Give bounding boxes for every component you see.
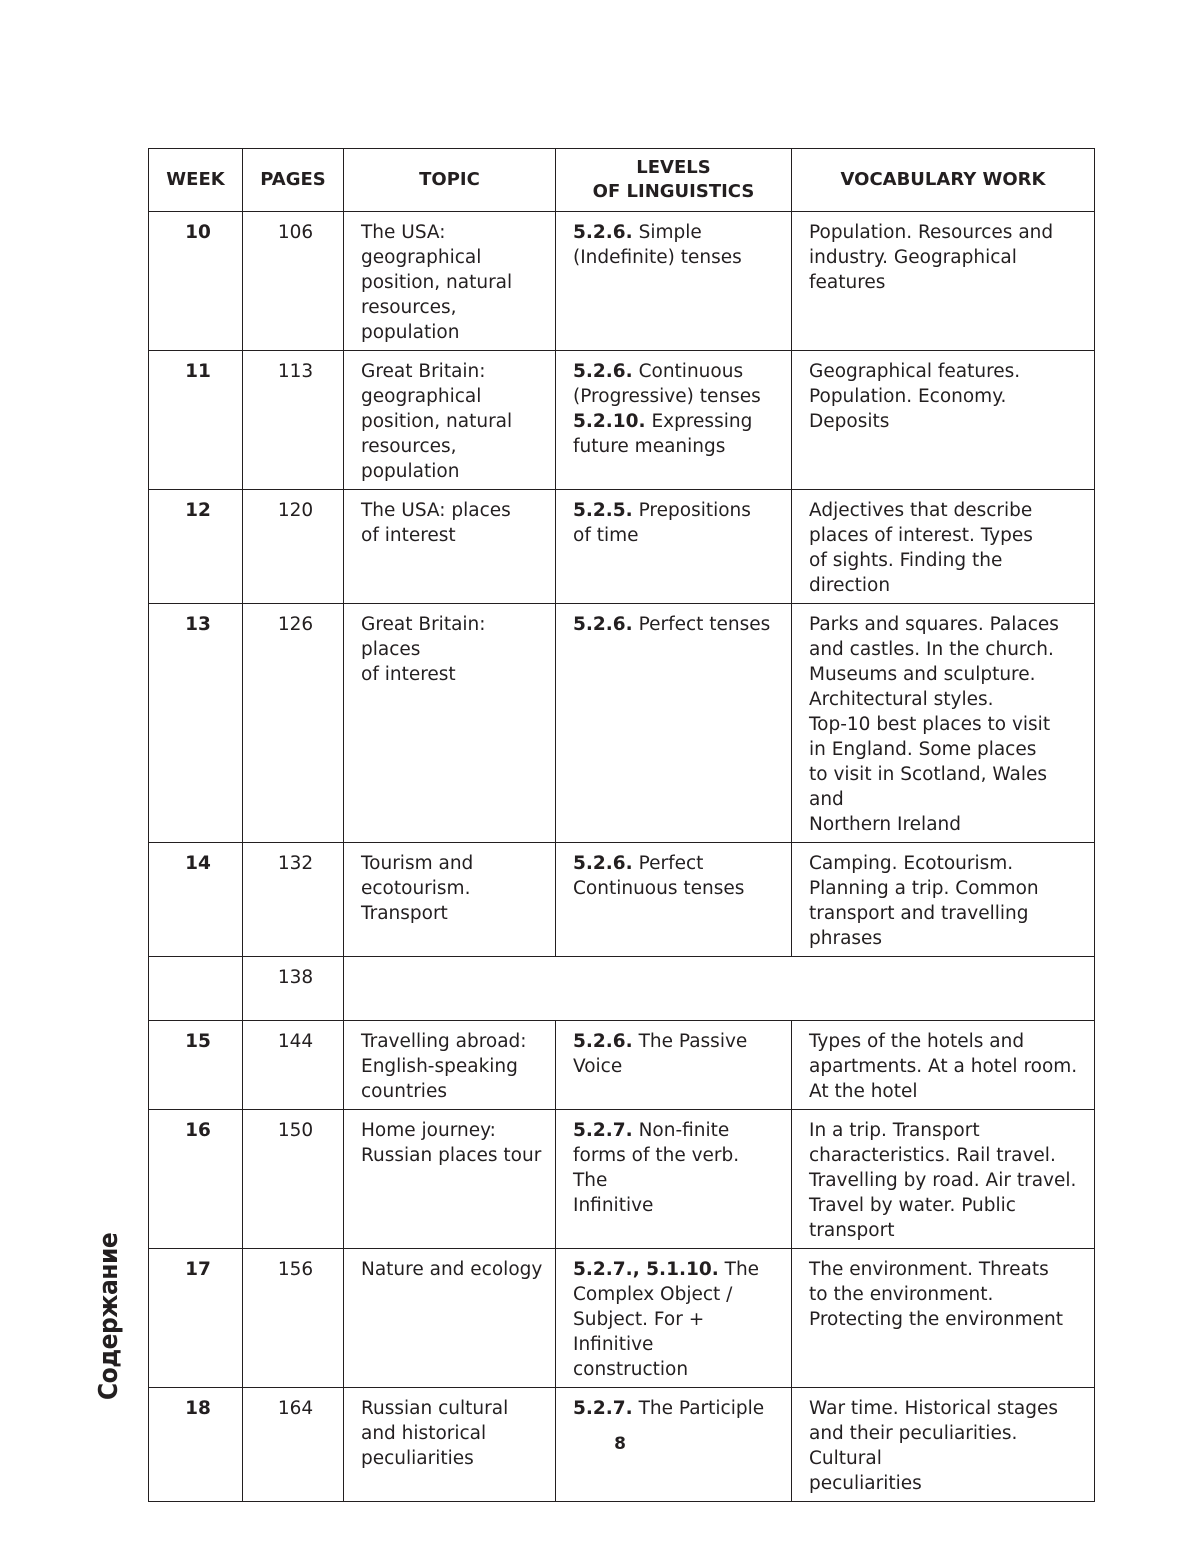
topic-line: Travelling abroad: xyxy=(361,1031,527,1052)
pages-cell: 106 xyxy=(243,212,344,351)
vocabulary-line: Northern Ireland xyxy=(809,814,961,835)
vocabulary-line: Types of the hotels and xyxy=(809,1031,1025,1052)
topic-line: Russian places tour xyxy=(361,1145,542,1166)
grammar-text: (Progressive) tenses xyxy=(573,386,761,407)
vocabulary-line: War time. Historical stages xyxy=(809,1398,1059,1419)
table-row xyxy=(149,1021,1095,1110)
levels-cell xyxy=(556,604,792,843)
grammar-text: Non-finite xyxy=(638,1120,730,1141)
grammar-text: Perfect tenses xyxy=(638,614,771,635)
topic-line: Transport xyxy=(361,903,448,924)
topic-line: population xyxy=(361,322,460,343)
pages-cell: 120 xyxy=(243,490,344,604)
topic-line: population xyxy=(361,461,460,482)
grammar-text: The Participle xyxy=(638,1398,765,1419)
header-levels xyxy=(556,149,792,212)
levels-line xyxy=(573,434,779,459)
levels-line xyxy=(573,1054,779,1079)
levels-line xyxy=(573,384,779,409)
header-vocabulary: VOCABULARY WORK xyxy=(792,149,1095,212)
levels-cell xyxy=(556,843,792,957)
week-cell xyxy=(149,957,243,1021)
grammar-text: future meanings xyxy=(573,436,726,457)
topic-line: resources, xyxy=(361,297,457,318)
levels-line xyxy=(573,523,779,548)
grammar-code: 5.2.7., 5.1.10. xyxy=(573,1259,719,1280)
levels-line xyxy=(573,876,779,901)
vocabulary-line: Camping. Ecotourism. xyxy=(809,853,1014,874)
topic-line: The USA: places xyxy=(361,500,511,521)
topic-line: position, natural xyxy=(361,411,513,432)
levels-line xyxy=(573,612,779,637)
grammar-code: 5.2.6. xyxy=(573,1031,633,1052)
topic-cell xyxy=(344,1249,556,1388)
levels-line xyxy=(573,498,779,523)
vocabulary-line: Museums and sculpture. xyxy=(809,664,1036,685)
topic-line: Nature and ecology xyxy=(361,1259,543,1280)
topic-line: The USA: xyxy=(361,222,446,243)
vocabulary-line: peculiarities xyxy=(809,1473,922,1494)
vocabulary-cell xyxy=(792,604,1095,843)
levels-line xyxy=(573,359,779,384)
vocabulary-line: to the environment. xyxy=(809,1284,994,1305)
header-pages: PAGES xyxy=(243,149,344,212)
vocabulary-cell xyxy=(792,351,1095,490)
grammar-text: construction xyxy=(573,1359,689,1380)
topic-cell xyxy=(344,351,556,490)
vocabulary-line: in England. Some places xyxy=(809,739,1037,760)
page-number: 8 xyxy=(614,1434,626,1454)
levels-line xyxy=(573,1396,779,1421)
grammar-code: 5.2.6. xyxy=(573,614,633,635)
grammar-text: Perfect xyxy=(638,853,704,874)
topic-line: and historical xyxy=(361,1423,487,1444)
topic-line: resources, xyxy=(361,436,457,457)
vocabulary-cell xyxy=(792,1021,1095,1110)
grammar-text: Voice xyxy=(573,1056,623,1077)
levels-line xyxy=(573,1143,779,1193)
vocabulary-line: Geographical features. xyxy=(809,361,1021,382)
vocabulary-line: Parks and squares. Palaces xyxy=(809,614,1059,635)
vocabulary-line: Population. Resources and xyxy=(809,222,1054,243)
vocabulary-line: transport and travelling xyxy=(809,903,1029,924)
pages-cell: 144 xyxy=(243,1021,344,1110)
vocabulary-cell xyxy=(792,1249,1095,1388)
vocabulary-line: to visit in Scotland, Wales and xyxy=(809,764,1047,810)
grammar-code: 5.2.6. xyxy=(573,361,633,382)
vocabulary-line: Adjectives that describe xyxy=(809,500,1033,521)
topic-line: geographical xyxy=(361,247,482,268)
vocabulary-cell xyxy=(792,490,1095,604)
levels-line xyxy=(573,1257,779,1282)
grammar-text: The Passive xyxy=(638,1031,748,1052)
vocabulary-line: Architectural styles. xyxy=(809,689,994,710)
week-cell: 13 xyxy=(149,604,243,843)
grammar-text: Prepositions xyxy=(638,500,751,521)
vocabulary-line: and castles. In the church. xyxy=(809,639,1054,660)
levels-cell xyxy=(556,1249,792,1388)
vocabulary-cell xyxy=(792,212,1095,351)
vocabulary-line: and their peculiarities. Cultural xyxy=(809,1423,1018,1469)
topic-cell xyxy=(344,1021,556,1110)
table-body xyxy=(149,212,1095,1502)
table-row xyxy=(149,957,1095,1021)
topic-line: position, natural xyxy=(361,272,513,293)
vocabulary-line: industry. Geographical xyxy=(809,247,1017,268)
table-row xyxy=(149,1249,1095,1388)
vocabulary-cell xyxy=(792,1110,1095,1249)
table-header-row xyxy=(149,149,1095,212)
vocabulary-line: phrases xyxy=(809,928,883,949)
topic-cell xyxy=(344,212,556,351)
grammar-text: Simple xyxy=(638,222,702,243)
grammar-text: of time xyxy=(573,525,639,546)
topic-line: Home journey: xyxy=(361,1120,496,1141)
week-cell: 10 xyxy=(149,212,243,351)
levels-cell xyxy=(556,1021,792,1110)
pages-cell: 156 xyxy=(243,1249,344,1388)
grammar-text: Expressing xyxy=(651,411,753,432)
levels-line xyxy=(573,1193,779,1218)
week-cell: 18 xyxy=(149,1388,243,1502)
vocabulary-line: The environment. Threats xyxy=(809,1259,1049,1280)
grammar-text: Infinitive xyxy=(573,1195,654,1216)
pages-cell: 126 xyxy=(243,604,344,843)
vocabulary-line: Travelling by road. Air travel. xyxy=(809,1170,1077,1191)
grammar-text: (Indefinite) tenses xyxy=(573,247,742,268)
levels-line xyxy=(573,220,779,245)
levels-cell xyxy=(556,490,792,604)
topic-line: countries xyxy=(361,1081,447,1102)
pages-cell: 113 xyxy=(243,351,344,490)
grammar-code: 5.2.7. xyxy=(573,1120,633,1141)
week-cell: 12 xyxy=(149,490,243,604)
header-levels-line2: OF LINGUISTICS xyxy=(592,181,755,202)
table-row xyxy=(149,351,1095,490)
pages-cell: 150 xyxy=(243,1110,344,1249)
topic-line: ecotourism. xyxy=(361,878,471,899)
levels-line xyxy=(573,245,779,270)
grammar-code: 5.2.6. xyxy=(573,222,633,243)
vocabulary-line: Protecting the environment xyxy=(809,1309,1063,1330)
pages-cell: 132 xyxy=(243,843,344,957)
grammar-text: Continuous tenses xyxy=(573,878,745,899)
topic-line: Great Britain: places xyxy=(361,614,486,660)
grammar-code: 5.2.6. xyxy=(573,853,633,874)
topic-line: peculiarities xyxy=(361,1448,474,1469)
levels-line xyxy=(573,1307,779,1357)
vocabulary-cell xyxy=(792,843,1095,957)
week-cell: 15 xyxy=(149,1021,243,1110)
levels-cell xyxy=(556,212,792,351)
topic-cell xyxy=(344,604,556,843)
topic-line: of interest xyxy=(361,664,456,685)
levels-cell xyxy=(556,351,792,490)
topic-line: Russian cultural xyxy=(361,1398,509,1419)
topic-cell xyxy=(344,490,556,604)
vocabulary-line: transport xyxy=(809,1220,895,1241)
grammar-text: Complex Object / xyxy=(573,1284,733,1305)
topic-line: English-speaking xyxy=(361,1056,518,1077)
vocabulary-line: places of interest. Types xyxy=(809,525,1033,546)
merged-empty-cell xyxy=(344,957,1095,1021)
grammar-text: Continuous xyxy=(638,361,744,382)
table-row xyxy=(149,843,1095,957)
levels-line xyxy=(573,1282,779,1307)
levels-cell xyxy=(556,1110,792,1249)
vocabulary-line: features xyxy=(809,272,886,293)
levels-line xyxy=(573,1357,779,1382)
table-row xyxy=(149,1110,1095,1249)
vocabulary-line: Travel by water. Public xyxy=(809,1195,1016,1216)
table-row xyxy=(149,212,1095,351)
side-section-label: Содержание xyxy=(94,1232,124,1400)
vocabulary-line: Deposits xyxy=(809,411,890,432)
vocabulary-line: At the hotel xyxy=(809,1081,918,1102)
levels-line xyxy=(573,409,779,434)
grammar-text: forms of the verb. The xyxy=(573,1145,740,1191)
table-row xyxy=(149,604,1095,843)
vocabulary-line: characteristics. Rail travel. xyxy=(809,1145,1056,1166)
week-cell: 17 xyxy=(149,1249,243,1388)
topic-line: of interest xyxy=(361,525,456,546)
table-row xyxy=(149,490,1095,604)
grammar-code: 5.2.7. xyxy=(573,1398,633,1419)
week-cell: 16 xyxy=(149,1110,243,1249)
topic-line: Tourism and xyxy=(361,853,474,874)
levels-line xyxy=(573,1118,779,1143)
vocabulary-line: apartments. At a hotel room. xyxy=(809,1056,1078,1077)
vocabulary-line: Planning a trip. Common xyxy=(809,878,1039,899)
vocabulary-line: Population. Economy. xyxy=(809,386,1007,407)
week-cell: 11 xyxy=(149,351,243,490)
header-topic: TOPIC xyxy=(344,149,556,212)
header-week: WEEK xyxy=(149,149,243,212)
vocabulary-line: In a trip. Transport xyxy=(809,1120,980,1141)
vocabulary-line: Top-10 best places to visit xyxy=(809,714,1051,735)
grammar-code: 5.2.5. xyxy=(573,500,633,521)
header-levels-line1: LEVELS xyxy=(636,157,711,178)
vocabulary-line: of sights. Finding the direction xyxy=(809,550,1003,596)
levels-line xyxy=(573,1029,779,1054)
topic-cell xyxy=(344,843,556,957)
topic-line: Great Britain: xyxy=(361,361,486,382)
pages-cell: 164 xyxy=(243,1388,344,1502)
contents-table xyxy=(148,148,1095,1502)
pages-cell: 138 xyxy=(243,957,344,1021)
grammar-text: Subject. For + Infinitive xyxy=(573,1309,705,1355)
grammar-text: The xyxy=(724,1259,760,1280)
levels-line xyxy=(573,851,779,876)
week-cell: 14 xyxy=(149,843,243,957)
grammar-code: 5.2.10. xyxy=(573,411,646,432)
topic-cell xyxy=(344,1110,556,1249)
topic-line: geographical xyxy=(361,386,482,407)
